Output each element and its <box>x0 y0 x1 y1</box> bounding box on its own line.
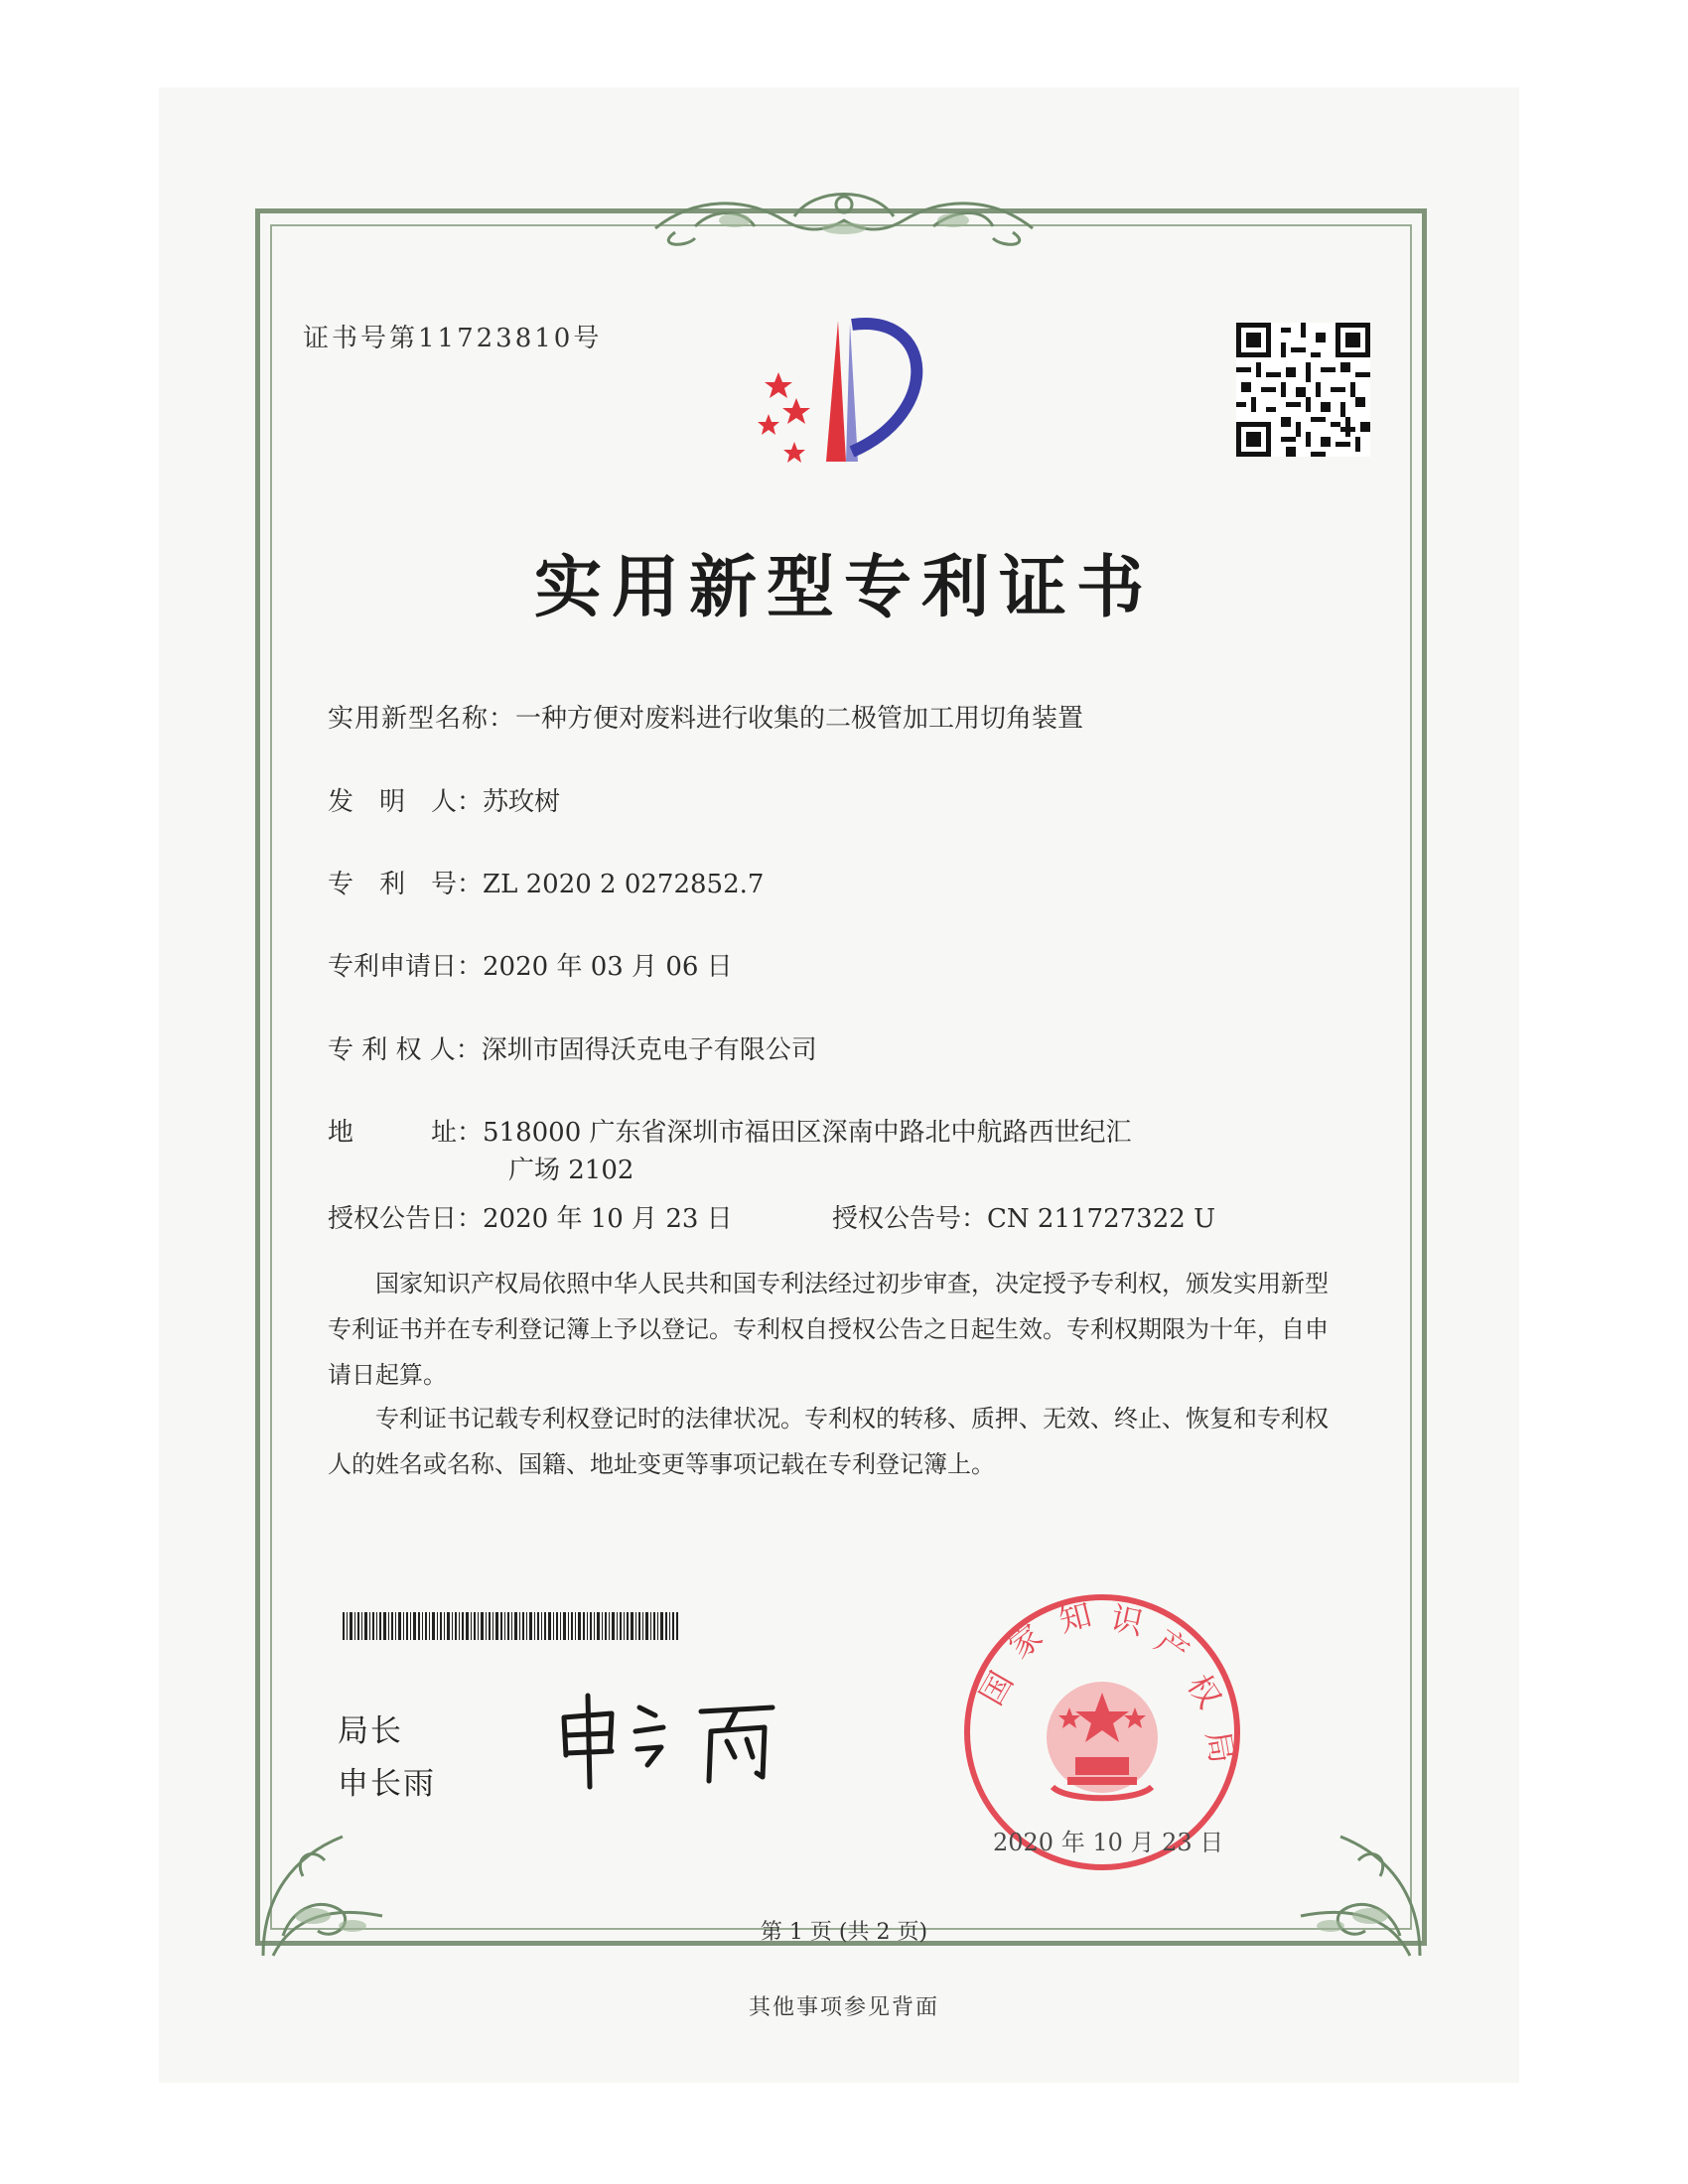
certificate-number: 证书号第11723810号 <box>303 324 603 353</box>
utility-model-name-value: 一种方便对废料进行收集的二极管加工用切角装置 <box>515 704 1084 734</box>
patent-number-row <box>328 864 764 900</box>
svg-text:识: 识 <box>1107 1598 1147 1643</box>
svg-text:知: 知 <box>1055 1595 1095 1640</box>
barcode-icon <box>343 1612 678 1640</box>
grant-number-row <box>832 1198 1215 1235</box>
grant-number-value: CN 211727322 U <box>987 1204 1215 1234</box>
address-row <box>328 1112 1132 1149</box>
inventor-label: 发 明 人： <box>328 787 484 817</box>
address-value-line1: 518000 广东省深圳市福田区深南中路北中航路西世纪汇 <box>483 1118 1132 1148</box>
grant-number-label: 授权公告号： <box>832 1204 988 1234</box>
patentee-value: 深圳市固得沃克电子有限公司 <box>481 1035 817 1065</box>
grant-date-row <box>328 1198 733 1235</box>
patent-number-label: 专 利 号： <box>328 870 484 899</box>
svg-text:国: 国 <box>972 1665 1021 1711</box>
grant-date-value: 2020 年 10 月 23 日 <box>483 1204 733 1234</box>
patentee-row <box>328 1029 817 1066</box>
handwritten-signature-icon <box>552 1678 850 1797</box>
inventor-row <box>328 781 560 818</box>
body-paragraph-2: 专利证书记载专利权登记时的法律状况。专利权的转移、质押、无效、终止、恢复和专利权人的姓名或名称、国籍、地址变更等事项记载在专利登记簿上。 <box>328 1405 1329 1478</box>
svg-text:局: 局 <box>1198 1727 1242 1766</box>
filing-date-row <box>328 946 733 983</box>
seal-date: 2020 年 10 月 23 日 <box>993 1829 1224 1856</box>
patent-number-value: ZL 2020 2 0272852.7 <box>483 870 765 899</box>
utility-model-name-label: 实用新型名称： <box>328 704 516 734</box>
signatory-name: 申长雨 <box>338 1766 436 1802</box>
filing-date-value: 2020 年 03 月 06 日 <box>483 952 733 982</box>
utility-model-name-row <box>328 698 1083 735</box>
filing-date-label: 专利申请日： <box>328 952 484 982</box>
svg-text:权: 权 <box>1180 1668 1229 1715</box>
address-value-line2: 广场 2102 <box>508 1156 634 1185</box>
document-title: 实用新型专利证书 <box>533 548 1154 627</box>
address-label: 地 址： <box>328 1118 484 1148</box>
qr-code-icon <box>1236 323 1370 457</box>
svg-text:家: 家 <box>1001 1616 1051 1667</box>
patent-office-logo-icon <box>735 303 953 481</box>
body-paragraph-1: 国家知识产权局依照中华人民共和国专利法经过初步审查，决定授予专利权，颁发实用新型专利证书并在专利登记簿上予以登记。专利权自授权公告之日起生效。专利权期限为十年，自申请日起算。 <box>328 1270 1329 1389</box>
inventor-value: 苏玫树 <box>483 787 561 817</box>
grant-date-label: 授权公告日： <box>328 1204 484 1234</box>
page-indicator: 第 1 页 (共 2 页) <box>760 1920 928 1945</box>
signatory-title: 局长 <box>338 1713 403 1749</box>
svg-text:产: 产 <box>1148 1621 1196 1672</box>
patentee-label: 专 利 权 人： <box>328 1035 482 1065</box>
top-ornament-icon <box>635 177 1053 256</box>
footer-note: 其他事项参见背面 <box>748 1995 939 2020</box>
